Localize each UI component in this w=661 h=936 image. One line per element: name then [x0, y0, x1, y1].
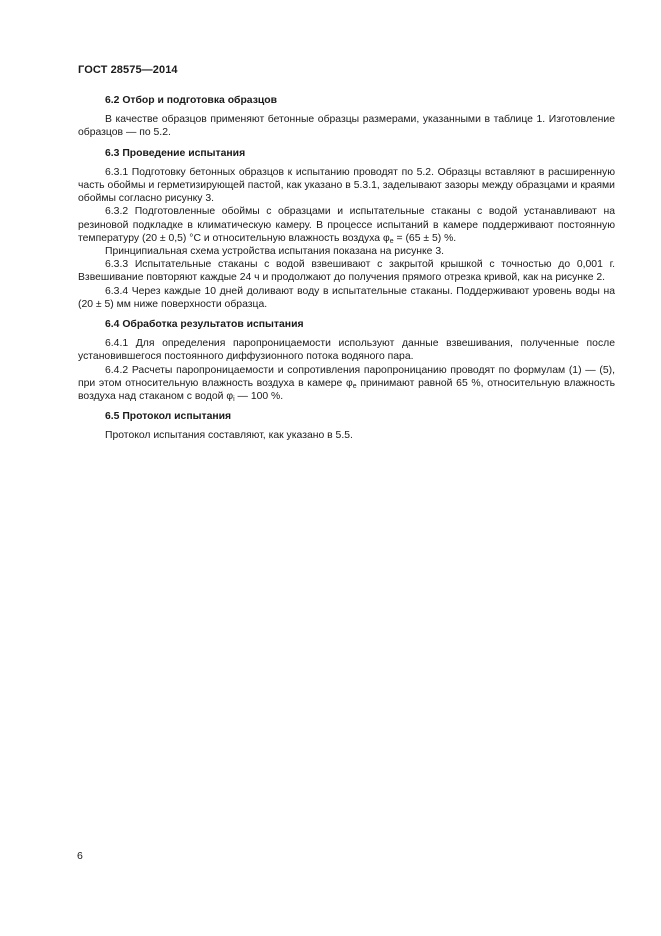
paragraph-text: 6.4.2 Расчеты паропроницаемости и сопротивления паропроницанию проводят по формулам (1) — (5), при этом относительную влажность воздуха в камере φ [78, 364, 615, 389]
section-heading: 6.2 Отбор и подготовка образцов [105, 95, 277, 106]
section-6-3 [78, 147, 615, 311]
section-heading: 6.3 Проведение испытания [105, 147, 246, 159]
section-heading: 6.4 Обработка результатов испытания [105, 319, 304, 331]
section-6-2 [78, 94, 615, 140]
paragraph-text: принимают равной 65 %, относительную влажность воздуха над стаканом с водой φ [78, 377, 615, 403]
subscript: e [389, 237, 394, 245]
paragraph: 6.4.1 Для определения паропроницаемости используют данные взвешивания, полученные после установившегося постоянного диффузионного потока водяного пара. [78, 338, 615, 363]
paragraph-text: — 100 %. [234, 391, 284, 403]
subscript: e [352, 382, 357, 390]
section-6-5 [78, 410, 615, 442]
paragraph: Протокол испытания составляют, как указано в 5.5. [105, 430, 353, 442]
paragraph: 6.3.4 Через каждые 10 дней доливают воду в испытательные стаканы. Поддерживают уровень воды на (20 ± 5) мм ниже поверхности образца. [78, 285, 615, 310]
paragraph-text: 6.3.2 Подготовленные обоймы с образцами и испытательные стаканы с водой устанавливают на резиновой подкладке в климатическую камеру. В процессе испытаний в камере поддерживают постоянную температуру (20 ± 0,5) °С и относительную влажность воздуха φ [78, 206, 615, 244]
section-6-4 [78, 318, 615, 403]
paragraph: Принципиальная схема устройства испытания показана на рисунке 3. [105, 246, 445, 258]
paragraph [78, 364, 615, 404]
paragraph-text: = (65 ± 5) %. [393, 232, 457, 244]
paragraph: 6.3.1 Подготовку бетонных образцов к испытанию проводят по 5.2. Образцы вставляют в расширенную часть обоймы и герметизирующей пастой, как указано в 5.3.1, заделывают зазоры между образцами и краями обоймы согласно рисунку 3. [78, 166, 615, 205]
document-body [78, 94, 615, 450]
paragraph: В качестве образцов применяют бетонные образцы размерами, указанными в таблице 1. Изготовление образцов — по 5.2. [78, 114, 615, 139]
paragraph [78, 205, 615, 245]
paragraph: 6.3.3 Испытательные стаканы с водой взвешивают с закрытой крышкой с точностью до 0,001 г. Взвешивание повторяют каждые 24 ч и продолжают до получения прямого отрезка кривой, как на рисунке 2. [78, 259, 615, 284]
standard-header: ГОСТ 28575—2014 [78, 64, 178, 76]
section-heading: 6.5 Протокол испытания [105, 411, 232, 423]
subscript: i [233, 396, 235, 404]
page-number: 6 [77, 850, 83, 862]
